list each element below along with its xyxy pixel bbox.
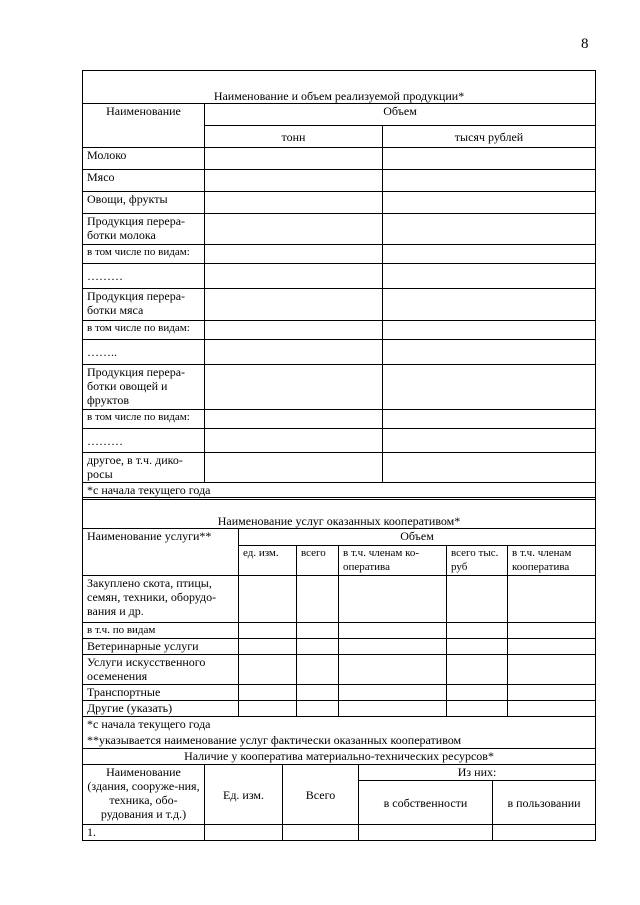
- service-cell[interactable]: [297, 639, 339, 655]
- resource-cell[interactable]: [359, 825, 493, 841]
- rubles-cell[interactable]: [383, 289, 596, 321]
- service-cell[interactable]: [239, 639, 297, 655]
- service-subtype-label: в т.ч. по видам: [83, 623, 239, 639]
- rubles-cell[interactable]: [383, 365, 596, 410]
- product-row-label: Продукция перера-ботки овощей и фруктов: [83, 365, 205, 410]
- rubles-cell[interactable]: [383, 410, 596, 429]
- services-col-unit: ед. изм.: [239, 546, 297, 576]
- services-col-name: Наименование услуги**: [83, 529, 239, 576]
- product-row-label: ……..: [83, 340, 205, 365]
- product-row-label: Молоко: [83, 148, 205, 170]
- service-row-label: Другие (указать): [83, 701, 239, 717]
- tons-cell[interactable]: [205, 192, 383, 214]
- service-cell[interactable]: [239, 655, 297, 685]
- tons-cell[interactable]: [205, 264, 383, 289]
- services-title: Наименование услуг оказанных кооперативом*: [83, 498, 596, 529]
- products-col-rubles: тысяч рублей: [383, 126, 596, 148]
- services-col-volume: Объем: [239, 529, 596, 546]
- products-col-volume: Объем: [205, 104, 596, 126]
- tons-cell[interactable]: [205, 365, 383, 410]
- resource-row-label: 1.: [83, 825, 205, 841]
- rubles-cell[interactable]: [383, 192, 596, 214]
- products-footnote: *с начала текущего года: [83, 483, 596, 500]
- tons-cell[interactable]: [205, 321, 383, 340]
- service-cell[interactable]: [447, 685, 508, 701]
- services-col-members: в т.ч. членам ко-оператива: [339, 546, 447, 576]
- resources-col-unit: Ед. изм.: [205, 765, 283, 825]
- tons-cell[interactable]: [205, 289, 383, 321]
- products-col-tons: тонн: [205, 126, 383, 148]
- service-cell[interactable]: [239, 701, 297, 717]
- page-number: 8: [581, 36, 589, 52]
- resources-col-name: Наименование (здания, сооруже-ния, техника, обо-рудования и т.д.): [83, 765, 205, 825]
- rubles-cell[interactable]: [383, 214, 596, 245]
- tons-cell[interactable]: [205, 214, 383, 245]
- tons-cell[interactable]: [205, 453, 383, 483]
- rubles-cell[interactable]: [383, 429, 596, 453]
- tons-cell[interactable]: [205, 429, 383, 453]
- resources-col-total: Всего: [283, 765, 359, 825]
- service-cell[interactable]: [239, 623, 297, 639]
- service-cell[interactable]: [508, 685, 596, 701]
- products-table: [82, 70, 596, 500]
- service-cell[interactable]: [297, 623, 339, 639]
- service-cell[interactable]: [508, 639, 596, 655]
- service-cell[interactable]: [339, 623, 447, 639]
- resource-cell[interactable]: [205, 825, 283, 841]
- product-row-label: Продукция перера-ботки мяса: [83, 289, 205, 321]
- service-cell[interactable]: [447, 623, 508, 639]
- service-cell[interactable]: [339, 576, 447, 623]
- tons-cell[interactable]: [205, 148, 383, 170]
- service-cell[interactable]: [297, 701, 339, 717]
- service-cell[interactable]: [339, 639, 447, 655]
- rubles-cell[interactable]: [383, 453, 596, 483]
- service-cell[interactable]: [447, 655, 508, 685]
- resources-col-of-them: Из них:: [359, 765, 596, 781]
- tons-cell[interactable]: [205, 340, 383, 365]
- product-row-label: ………: [83, 429, 205, 453]
- products-col-name: Наименование: [83, 104, 205, 148]
- resources-title: Наличие у кооператива материально-технических ресурсов*: [83, 749, 596, 765]
- service-cell[interactable]: [508, 701, 596, 717]
- resource-cell[interactable]: [283, 825, 359, 841]
- service-row-label: Услуги искусственного осеменения: [83, 655, 239, 685]
- tons-cell[interactable]: [205, 410, 383, 429]
- product-row-label: Продукция перера-ботки молока: [83, 214, 205, 245]
- product-subtype-label: в том числе по видам:: [83, 245, 205, 264]
- services-footnote-2: **указывается наименование услуг фактически оказанных кооперативом: [83, 733, 596, 749]
- tons-cell[interactable]: [205, 245, 383, 264]
- service-cell[interactable]: [239, 576, 297, 623]
- rubles-cell[interactable]: [383, 340, 596, 365]
- product-subtype-label: в том числе по видам:: [83, 410, 205, 429]
- service-cell[interactable]: [239, 685, 297, 701]
- service-cell[interactable]: [508, 655, 596, 685]
- service-cell[interactable]: [297, 576, 339, 623]
- resource-cell[interactable]: [493, 825, 596, 841]
- tons-cell[interactable]: [205, 170, 383, 192]
- service-cell[interactable]: [339, 685, 447, 701]
- products-title: Наименование и объем реализуемой продукции*: [83, 71, 596, 104]
- services-col-total: всего: [297, 546, 339, 576]
- rubles-cell[interactable]: [383, 148, 596, 170]
- resources-col-owned: в собственности: [359, 781, 493, 825]
- product-row-label: Мясо: [83, 170, 205, 192]
- service-cell[interactable]: [508, 623, 596, 639]
- resources-col-used: в пользовании: [493, 781, 596, 825]
- services-footnote-1: *с начала текущего года: [83, 717, 596, 733]
- service-cell[interactable]: [508, 576, 596, 623]
- rubles-cell[interactable]: [383, 264, 596, 289]
- service-cell[interactable]: [297, 655, 339, 685]
- rubles-cell[interactable]: [383, 321, 596, 340]
- service-cell[interactable]: [447, 576, 508, 623]
- service-cell[interactable]: [447, 639, 508, 655]
- product-subtype-label: в том числе по видам:: [83, 321, 205, 340]
- service-row-label: Закуплено скота, птицы, семян, техники, оборудо-вания и др.: [83, 576, 239, 623]
- service-cell[interactable]: [447, 701, 508, 717]
- services-table: [82, 497, 596, 749]
- service-cell[interactable]: [339, 655, 447, 685]
- resources-table: [82, 748, 596, 841]
- service-row-label: Ветеринарные услуги: [83, 639, 239, 655]
- services-col-members-rub: в т.ч. членам кооператива: [508, 546, 596, 576]
- service-cell[interactable]: [339, 701, 447, 717]
- services-col-total-rub: всего тыс. руб: [447, 546, 508, 576]
- rubles-cell[interactable]: [383, 245, 596, 264]
- product-row-label: Овощи, фрукты: [83, 192, 205, 214]
- service-row-label: Транспортные: [83, 685, 239, 701]
- rubles-cell[interactable]: [383, 170, 596, 192]
- product-row-label: другое, в т.ч. дико-росы: [83, 453, 205, 483]
- product-row-label: ………: [83, 264, 205, 289]
- service-cell[interactable]: [297, 685, 339, 701]
